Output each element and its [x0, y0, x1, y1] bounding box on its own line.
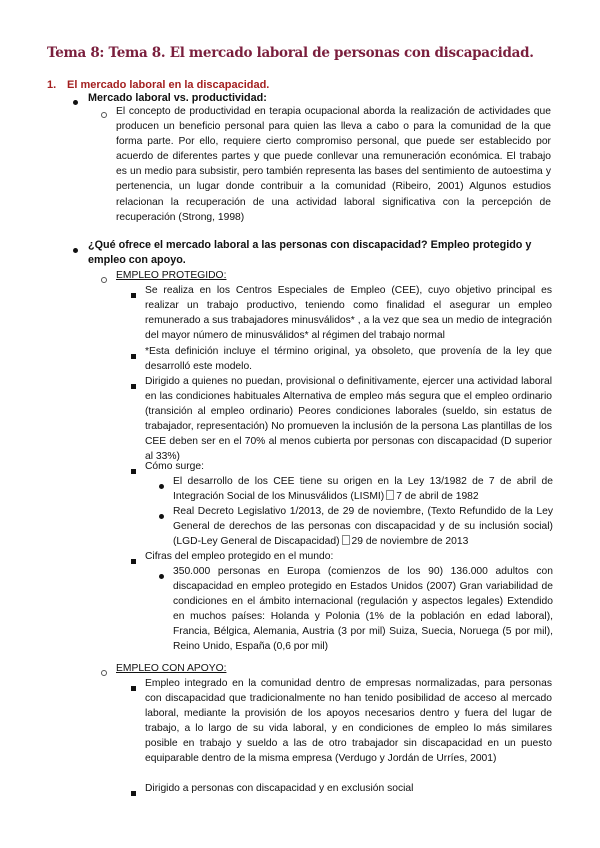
section-heading — [47, 79, 269, 91]
bullet-square-icon — [131, 351, 136, 362]
bullet-square-icon — [131, 556, 136, 567]
bullet-dot-icon — [159, 571, 164, 582]
bullet-square-icon — [131, 683, 136, 694]
subheading-que-ofrece: ¿Qué ofrece el mercado laboral a las personas con discapacidad? Empleo protegido y empleo con apoyo. — [88, 239, 532, 266]
subheading-productividad: Mercado laboral vs. productividad: — [88, 92, 267, 104]
arrow-glyph-icon — [386, 490, 394, 500]
bullet-dot-icon — [73, 245, 78, 256]
paragraph-productividad: El concepto de productividad en terapia ocupacional aborda la realización de actividades que producen un beneficio personal para quien las lleva a cabo o para la comunidad de la que forma parte. Por ello, requiere cierto compromiso personal, que puede ser establecido por acuerdo de diferentes partes y que puede conllevar una remuneración económica. El trabajo es un medio para subsistir, pero también representa las bases del sentimiento de autoestima y pertenencia, un lugar donde contribuir a la comunidad (Ribeiro, 2001) Algunos estudios relacionan la recuperación de una actividad laboral significativa con la percepción de recuperación (Strong, 1998) — [116, 106, 551, 223]
bullet-dot-icon — [159, 511, 164, 522]
bullet-square-icon — [131, 466, 136, 477]
bullet-circle-icon — [101, 275, 107, 286]
section-heading-text: El mercado laboral en la discapacidad. — [67, 79, 270, 91]
bullet-square-icon — [131, 290, 136, 301]
arrow-glyph-icon — [342, 535, 350, 545]
bullet-dot-icon — [73, 97, 78, 108]
bullet-dot-icon — [159, 481, 164, 492]
apoyo-item-1: Empleo integrado en la comunidad dentro de empresas normalizadas, para personas con discapacidad que tradicionalmente no han tenido posibilidad de acceso al mercado laboral, mediante la provisión de los apoyos necesarios dentro y fuera del lugar de trabajo, a lo largo de su vida laboral, y en condiciones de empleo lo más similares posible en trabajo y sueldo a las de otro trabajador sin discapacidad en un puesto equiparable dentro de la misma empresa (Verdugo y Jordán de Urríes, 2001) — [145, 678, 552, 765]
protegido-item-3: Dirigido a quienes no puedan, provisional o definitivamente, ejercer una actividad laboral en las condiciones habituales Alternativa de empleo más segura que el empleo ordinario (transición al empleo ordinario) Peores condiciones laborales (sueldo, sin estatus de trabajador, representación) No promueven la inclusión de la persona Las plantillas de los CEE deben ser en el 70% al menos cubierta por personas con discapacidad (D superior al 33%) — [145, 376, 552, 463]
section-number: 1. — [47, 79, 57, 91]
como-surge-item-2: Real Decreto Legislativo 1/2013, de 29 de noviembre, (Texto Refundido de la Ley General de derechos de las personas con discapacidad y de su inclusión social) (LGD-Ley General de Discapacidad) 29 de noviembre de 2013 — [173, 506, 553, 548]
bullet-circle-icon — [101, 668, 107, 679]
cifras-item-1: 350.000 personas en Europa (comienzos de los 90) 136.000 adultos con discapacidad en empleo protegido en Estados Unidos (2007) Gran variabilidad de condiciones en el ámbito internacional (regulación y aspectos legales) Extendido en muchos países: Holanda y Polonia (1% de la población en edad laboral), Francia, Bélgica, Alemania, Austria (3 por mil) Suiza, Suecia, Noruega (5 por mil), Reino Unido, España (0,6 por mil) — [173, 566, 553, 653]
protegido-item-1: Se realiza en los Centros Especiales de Empleo (CEE), cuyo objetivo principal es realizar un trabajo productivo, teniendo como finalidad el asegurar un empleo remunerado a sus trabajadores minusválidos* , a la vez que sea un medio de integración del mayor número de minusválidos* al régimen del trabajo normal — [145, 285, 552, 342]
apoyo-item-2: Dirigido a personas con discapacidad y en exclusión social — [145, 783, 414, 794]
protegido-item-2: *Esta definición incluye el término original, ya obsoleto, que provenía de la ley que desarrolló este modelo. — [145, 346, 552, 373]
bullet-circle-icon — [101, 110, 107, 121]
bullet-square-icon — [131, 788, 136, 799]
protegido-item-como-surge: Cómo surge: — [145, 461, 204, 472]
protegido-item-cifras: Cifras del empleo protegido en el mundo: — [145, 551, 334, 562]
como-surge-item-1: El desarrollo de los CEE tiene su origen en la Ley 13/1982 de 7 de abril de Integración Social de los Minusválidos (LISMI) 7 de abril de 1982 — [173, 476, 553, 503]
label-empleo-protegido: EMPLEO PROTEGIDO: — [116, 270, 227, 281]
bullet-square-icon — [131, 381, 136, 392]
label-empleo-con-apoyo: EMPLEO CON APOYO: — [116, 663, 227, 674]
document-title: Tema 8: Tema 8. El mercado laboral de personas con discapacidad. — [47, 45, 534, 61]
